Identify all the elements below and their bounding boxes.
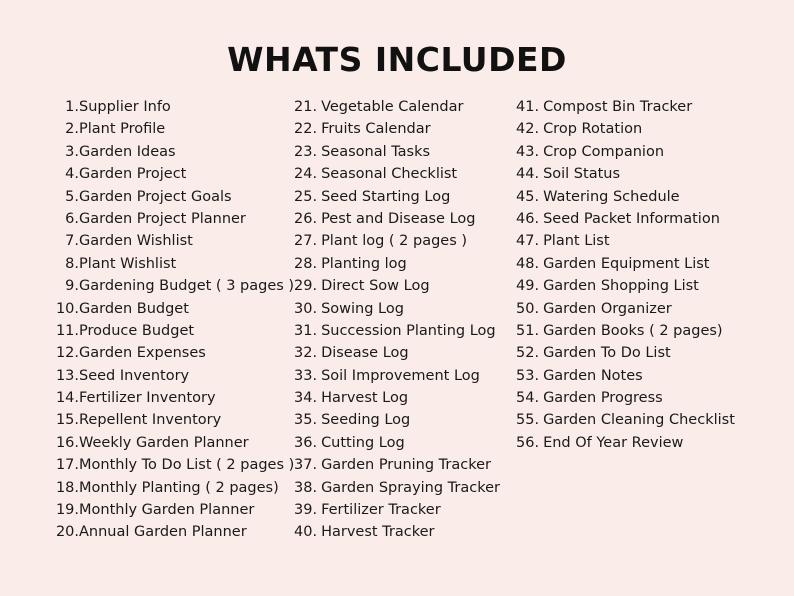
list-item [294, 432, 500, 454]
item-number: 50. [516, 300, 540, 317]
list-item [52, 141, 294, 163]
item-number: 44. [516, 166, 540, 183]
list-item [294, 521, 500, 543]
list-item [294, 186, 500, 208]
item-label: Fertilizer Inventory [79, 390, 216, 407]
item-number: 32. [294, 345, 318, 362]
item-number: 22. [294, 121, 318, 138]
item-number: 52. [516, 345, 540, 362]
item-number: 1. [65, 99, 79, 115]
list-item [52, 275, 294, 297]
list-item [294, 365, 500, 387]
item-number: 42. [516, 121, 540, 138]
list-item [516, 342, 735, 364]
item-label: Garden Budget [79, 300, 189, 317]
item-number: 11. [55, 322, 79, 339]
item-number: 49. [516, 278, 540, 295]
item-number: 31. [294, 322, 318, 339]
item-label: Produce Budget [79, 322, 195, 339]
item-number: 41. [516, 99, 540, 115]
item-number: 5. [65, 188, 79, 205]
item-number: 20. [55, 524, 79, 541]
list-item [52, 432, 294, 454]
item-label: Compost Bin Tracker [543, 99, 693, 115]
list-item [516, 253, 735, 275]
item-label: Fertilizer Tracker [321, 502, 441, 519]
list-item [294, 499, 500, 521]
item-label: Seeding Log [321, 412, 411, 429]
list-item [294, 253, 500, 275]
item-number: 37. [294, 457, 318, 474]
list-item [52, 320, 294, 342]
item-label: Garden Project [79, 166, 187, 183]
item-label: Monthly To Do List ( 2 pages ) [79, 457, 295, 474]
item-number: 54. [516, 390, 540, 407]
item-label: Seed Starting Log [321, 188, 451, 205]
list-item [52, 365, 294, 387]
item-label: Garden Notes [543, 367, 643, 384]
item-label: Seed Inventory [79, 367, 190, 384]
item-number: 14. [55, 390, 79, 407]
list-item [52, 387, 294, 409]
list-item [516, 409, 735, 431]
item-label: Plant List [543, 233, 610, 250]
item-label: Disease Log [321, 345, 409, 362]
item-number: 6. [65, 210, 79, 227]
item-label: Weekly Garden Planner [79, 434, 249, 451]
page-title: WHATS INCLUDED [227, 40, 567, 79]
item-label: Succession Planting Log [321, 322, 496, 339]
item-label: End Of Year Review [543, 434, 684, 451]
item-number: 25. [294, 188, 318, 205]
item-label: Garden Ideas [79, 143, 176, 160]
list-item [516, 141, 735, 163]
list-item [516, 163, 735, 185]
item-number: 3. [65, 143, 79, 160]
contents-column-3 [516, 96, 735, 454]
list-item [52, 208, 294, 230]
item-number: 39. [294, 502, 318, 519]
item-label: Garden Books ( 2 pages) [543, 322, 723, 339]
list-item [52, 163, 294, 185]
item-label: Garden Cleaning Checklist [543, 412, 735, 429]
list-item [294, 141, 500, 163]
contents-column-1 [52, 96, 294, 544]
contents-column-2 [294, 96, 500, 544]
list-item [52, 409, 294, 431]
item-label: Seasonal Checklist [321, 166, 458, 183]
item-number: 43. [516, 143, 540, 160]
item-label: Gardening Budget ( 3 pages ) [79, 278, 295, 295]
list-item [516, 208, 735, 230]
list-item [52, 118, 294, 140]
item-label: Harvest Tracker [321, 524, 435, 541]
list-item [294, 387, 500, 409]
item-number: 2. [65, 121, 79, 138]
item-number: 24. [294, 166, 318, 183]
item-number: 23. [294, 143, 318, 160]
list-item [294, 208, 500, 230]
item-number: 27. [294, 233, 318, 250]
item-number: 53. [516, 367, 540, 384]
item-number: 34. [294, 390, 318, 407]
item-label: Supplier Info [79, 99, 171, 115]
item-number: 30. [294, 300, 318, 317]
list-item [294, 298, 500, 320]
item-number: 47. [516, 233, 540, 250]
item-number: 28. [294, 255, 318, 272]
item-label: Sowing Log [321, 300, 404, 317]
item-number: 10. [55, 300, 79, 317]
item-label: Plant Wishlist [79, 255, 177, 272]
item-label: Garden Project Planner [79, 210, 246, 227]
item-number: 55. [516, 412, 540, 429]
list-item [516, 365, 735, 387]
item-number: 13. [55, 367, 79, 384]
item-number: 7. [65, 233, 79, 250]
list-item [52, 96, 294, 118]
item-number: 18. [55, 479, 79, 496]
list-item [516, 432, 735, 454]
list-item [52, 342, 294, 364]
item-number: 26. [294, 210, 318, 227]
list-item [52, 477, 294, 499]
item-label: Soil Status [543, 166, 621, 183]
list-item [294, 477, 500, 499]
list-item [294, 118, 500, 140]
item-label: Watering Schedule [543, 188, 680, 205]
item-number: 40. [294, 524, 318, 541]
item-number: 48. [516, 255, 540, 272]
item-number: 21. [294, 99, 318, 115]
item-number: 4. [65, 166, 79, 183]
list-item [52, 298, 294, 320]
item-label: Garden Shopping List [543, 278, 699, 295]
list-item [516, 298, 735, 320]
list-item [52, 499, 294, 521]
item-label: Garden Wishlist [79, 233, 193, 250]
item-label: Seed Packet Information [543, 210, 720, 227]
item-label: Garden Organizer [543, 300, 672, 317]
item-label: Garden To Do List [543, 345, 671, 362]
list-item [52, 454, 294, 476]
item-number: 56. [516, 434, 540, 451]
item-label: Annual Garden Planner [79, 524, 247, 541]
item-number: 46. [516, 210, 540, 227]
list-item [516, 186, 735, 208]
list-item [516, 118, 735, 140]
item-label: Crop Companion [543, 143, 665, 160]
item-label: Garden Equipment List [543, 255, 710, 272]
item-number: 36. [294, 434, 318, 451]
item-label: Direct Sow Log [321, 278, 430, 295]
list-item [52, 521, 294, 543]
item-number: 15. [55, 412, 79, 429]
item-number: 29. [294, 278, 318, 295]
item-label: Cutting Log [321, 434, 405, 451]
item-label: Garden Expenses [79, 345, 206, 362]
list-item [294, 275, 500, 297]
item-label: Fruits Calendar [321, 121, 431, 138]
list-item [516, 320, 735, 342]
list-item [294, 454, 500, 476]
item-number: 38. [294, 479, 318, 496]
item-label: Plant Profile [79, 121, 166, 138]
list-item [294, 96, 500, 118]
list-item [294, 409, 500, 431]
item-label: Harvest Log [321, 390, 409, 407]
list-item [294, 230, 500, 252]
item-label: Crop Rotation [543, 121, 643, 138]
item-number: 33. [294, 367, 318, 384]
list-item [516, 230, 735, 252]
item-label: Garden Project Goals [79, 188, 232, 205]
item-number: 9. [65, 278, 79, 295]
list-item [516, 96, 735, 118]
item-label: Plant log ( 2 pages ) [321, 233, 468, 250]
item-number: 8. [65, 255, 79, 272]
list-item [516, 275, 735, 297]
item-label: Garden Spraying Tracker [321, 479, 500, 496]
item-number: 45. [516, 188, 540, 205]
item-number: 35. [294, 412, 318, 429]
item-label: Vegetable Calendar [321, 99, 464, 115]
list-item [52, 230, 294, 252]
list-item [52, 253, 294, 275]
item-label: Seasonal Tasks [321, 143, 431, 160]
item-number: 17. [55, 457, 79, 474]
item-number: 51. [516, 322, 540, 339]
item-label: Planting log [321, 255, 407, 272]
item-label: Monthly Garden Planner [79, 502, 255, 519]
item-label: Repellent Inventory [79, 412, 222, 429]
list-item [294, 163, 500, 185]
item-label: Monthly Planting ( 2 pages) [79, 479, 279, 496]
item-number: 16. [55, 434, 79, 451]
list-item [516, 387, 735, 409]
list-item [294, 342, 500, 364]
item-label: Garden Pruning Tracker [321, 457, 491, 474]
item-number: 19. [55, 502, 79, 519]
item-label: Soil Improvement Log [321, 367, 480, 384]
item-label: Pest and Disease Log [321, 210, 476, 227]
list-item [294, 320, 500, 342]
list-item [52, 186, 294, 208]
item-label: Garden Progress [543, 390, 663, 407]
item-number: 12. [55, 345, 79, 362]
